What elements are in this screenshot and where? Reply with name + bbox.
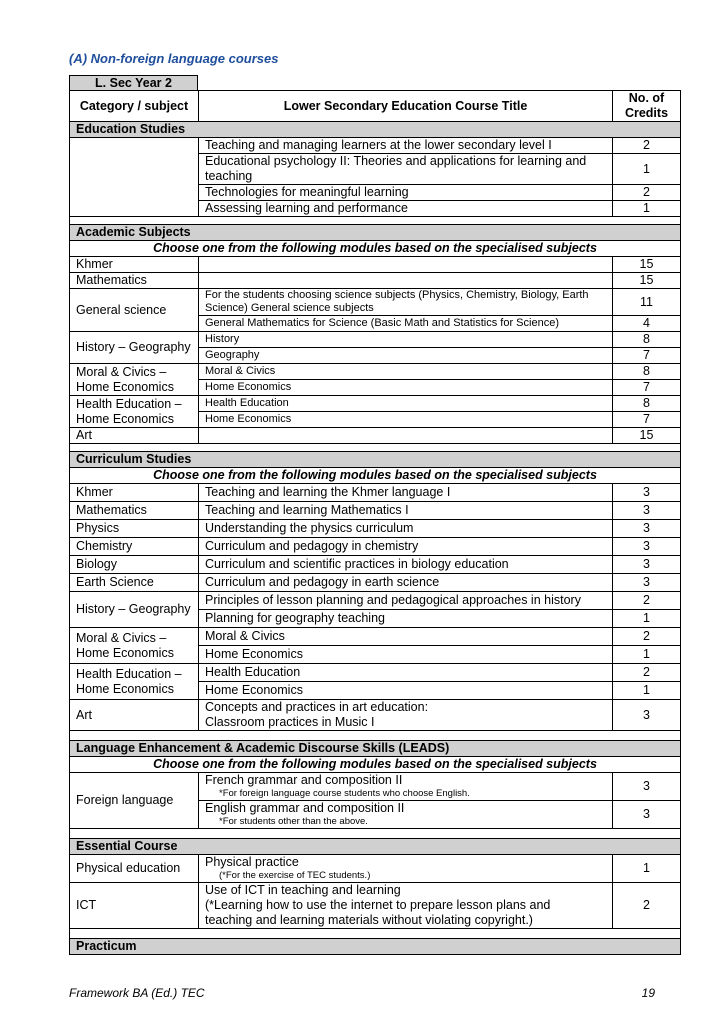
section-education-studies (70, 122, 681, 138)
course-credits: 3 (613, 801, 681, 829)
course-credits: 2 (613, 628, 681, 646)
spacer-row (70, 731, 681, 741)
course-credits: 1 (613, 201, 681, 217)
course-credits: 3 (613, 574, 681, 592)
category-cell (70, 138, 199, 217)
course-credits: 8 (613, 332, 681, 348)
section-label: Education Studies (70, 122, 681, 138)
course-title: Moral & Civics (199, 364, 613, 380)
section-curriculum-studies (70, 452, 681, 468)
column-header-category: Category / subject (70, 91, 199, 122)
table-row (70, 883, 681, 929)
table-row (70, 332, 681, 348)
subject-cell: Khmer (70, 484, 199, 502)
course-title: Teaching and managing learners at the lower secondary level I (199, 138, 613, 154)
choose-row (70, 468, 681, 484)
course-credits: 7 (613, 380, 681, 396)
table-row (70, 273, 681, 289)
course-credits: 7 (613, 348, 681, 364)
subject-cell: Biology (70, 556, 199, 574)
choose-instruction: Choose one from the following modules based on the specialised subjects (70, 468, 681, 484)
subject-cell: Khmer (70, 257, 199, 273)
section-essential-course (70, 839, 681, 855)
header-row (70, 91, 681, 122)
choose-row (70, 757, 681, 773)
column-header-title: Lower Secondary Education Course Title (199, 91, 613, 122)
course-credits: 1 (613, 646, 681, 664)
course-title (199, 257, 613, 273)
table-row (70, 289, 681, 316)
course-table (69, 90, 681, 955)
course-credits: 15 (613, 257, 681, 273)
course-title-line: Concepts and practices in art education: (205, 700, 429, 714)
spacer-row (70, 217, 681, 225)
table-row (70, 428, 681, 444)
course-title-line: Physical practice (205, 855, 299, 869)
table-row (70, 484, 681, 502)
course-title: Educational psychology II: Theories and applications for learning and teaching (199, 154, 613, 185)
spacer-row (70, 829, 681, 839)
course-credits: 2 (613, 185, 681, 201)
course-credits: 3 (613, 502, 681, 520)
course-credits: 11 (613, 289, 681, 316)
subject-cell: Health Education – Home Economics (70, 396, 199, 428)
subject-cell: Moral & Civics – Home Economics (70, 364, 199, 396)
course-credits: 2 (613, 592, 681, 610)
course-credits: 7 (613, 412, 681, 428)
table-row (70, 855, 681, 883)
section-label: Essential Course (70, 839, 681, 855)
course-title: Home Economics (199, 682, 613, 700)
section-label: Language Enhancement & Academic Discourse Skills (LEADS) (70, 741, 681, 757)
course-title: Principles of lesson planning and pedagogical approaches in history (199, 592, 613, 610)
subject-cell: Art (70, 428, 199, 444)
course-title: Home Economics (199, 646, 613, 664)
course-credits: 3 (613, 484, 681, 502)
course-title (199, 428, 613, 444)
table-row (70, 396, 681, 412)
footer-title: Framework BA (Ed.) TEC (69, 986, 205, 1000)
course-title: Technologies for meaningful learning (199, 185, 613, 201)
spacer-row (70, 444, 681, 452)
page-heading: (A) Non-foreign language courses (69, 51, 279, 66)
subject-cell: ICT (70, 883, 199, 929)
subject-cell: General science (70, 289, 199, 332)
table-row (70, 574, 681, 592)
course-title: Curriculum and scientific practices in biology education (199, 556, 613, 574)
course-title: Planning for geography teaching (199, 610, 613, 628)
table-row (70, 773, 681, 801)
table-row (70, 592, 681, 610)
course-title (199, 273, 613, 289)
course-title (199, 801, 613, 829)
course-credits: 3 (613, 556, 681, 574)
course-title-line: Classroom practices in Music I (205, 715, 375, 729)
course-note: *For students other than the above. (219, 816, 368, 827)
subject-cell: Physics (70, 520, 199, 538)
course-title-line: Use of ICT in teaching and learning (205, 883, 401, 897)
course-credits: 4 (613, 316, 681, 332)
course-title (199, 700, 613, 731)
subject-cell: History – Geography (70, 592, 199, 628)
column-header-credits: No. of Credits (613, 91, 681, 122)
course-title-line: French grammar and composition II (205, 773, 403, 787)
subject-cell: Moral & Civics – Home Economics (70, 628, 199, 664)
course-credits: 3 (613, 538, 681, 556)
course-title: Home Economics (199, 412, 613, 428)
choose-instruction: Choose one from the following modules based on the specialised subjects (70, 241, 681, 257)
course-title-line: English grammar and composition II (205, 801, 405, 815)
course-title: Health Education (199, 396, 613, 412)
table-row (70, 520, 681, 538)
subject-cell: Art (70, 700, 199, 731)
course-title: For the students choosing science subjects (Physics, Chemistry, Biology, Earth Science) General science subjects (199, 289, 613, 316)
course-title: Assessing learning and performance (199, 201, 613, 217)
course-credits: 2 (613, 883, 681, 929)
course-title: Geography (199, 348, 613, 364)
choose-row (70, 241, 681, 257)
subject-cell: Foreign language (70, 773, 199, 829)
course-title: Understanding the physics curriculum (199, 520, 613, 538)
course-title (199, 883, 613, 929)
course-credits: 1 (613, 682, 681, 700)
course-title-line: (*Learning how to use the internet to prepare lesson plans and (205, 898, 551, 912)
course-title: History (199, 332, 613, 348)
course-title: Home Economics (199, 380, 613, 396)
course-note: *For foreign language course students who choose English. (219, 788, 470, 799)
course-credits: 15 (613, 273, 681, 289)
table-row (70, 556, 681, 574)
course-title (199, 855, 613, 883)
subject-cell: History – Geography (70, 332, 199, 364)
course-title: Health Education (199, 664, 613, 682)
section-academic-subjects (70, 225, 681, 241)
course-title: Curriculum and pedagogy in earth science (199, 574, 613, 592)
section-label: Curriculum Studies (70, 452, 681, 468)
course-credits: 8 (613, 364, 681, 380)
subject-cell: Mathematics (70, 502, 199, 520)
year-label: L. Sec Year 2 (69, 75, 198, 90)
course-credits: 3 (613, 773, 681, 801)
subject-cell: Chemistry (70, 538, 199, 556)
table-row (70, 138, 681, 154)
page-number: 19 (641, 986, 655, 1000)
table-row (70, 538, 681, 556)
spacer-row (70, 929, 681, 939)
section-practicum (70, 939, 681, 955)
course-credits: 3 (613, 700, 681, 731)
table-row (70, 700, 681, 731)
table-row (70, 628, 681, 646)
course-title: Curriculum and pedagogy in chemistry (199, 538, 613, 556)
course-credits: 8 (613, 396, 681, 412)
course-credits: 2 (613, 138, 681, 154)
table-row (70, 257, 681, 273)
course-credits: 1 (613, 610, 681, 628)
course-credits: 3 (613, 520, 681, 538)
course-credits: 15 (613, 428, 681, 444)
subject-cell: Health Education – Home Economics (70, 664, 199, 700)
course-title: General Mathematics for Science (Basic Math and Statistics for Science) (199, 316, 613, 332)
course-credits: 1 (613, 855, 681, 883)
course-title: Teaching and learning Mathematics I (199, 502, 613, 520)
table-row (70, 502, 681, 520)
choose-instruction: Choose one from the following modules based on the specialised subjects (70, 757, 681, 773)
subject-cell: Physical education (70, 855, 199, 883)
subject-cell: Earth Science (70, 574, 199, 592)
table-row (70, 364, 681, 380)
subject-cell: Mathematics (70, 273, 199, 289)
course-note: (*For the exercise of TEC students.) (219, 870, 371, 881)
table-row (70, 664, 681, 682)
course-title (199, 773, 613, 801)
course-title-line: teaching and learning materials without violating copyright.) (205, 913, 533, 927)
course-title: Moral & Civics (199, 628, 613, 646)
section-label: Practicum (70, 939, 681, 955)
section-label: Academic Subjects (70, 225, 681, 241)
course-title: Teaching and learning the Khmer language I (199, 484, 613, 502)
section-leads (70, 741, 681, 757)
course-credits: 1 (613, 154, 681, 185)
course-credits: 2 (613, 664, 681, 682)
